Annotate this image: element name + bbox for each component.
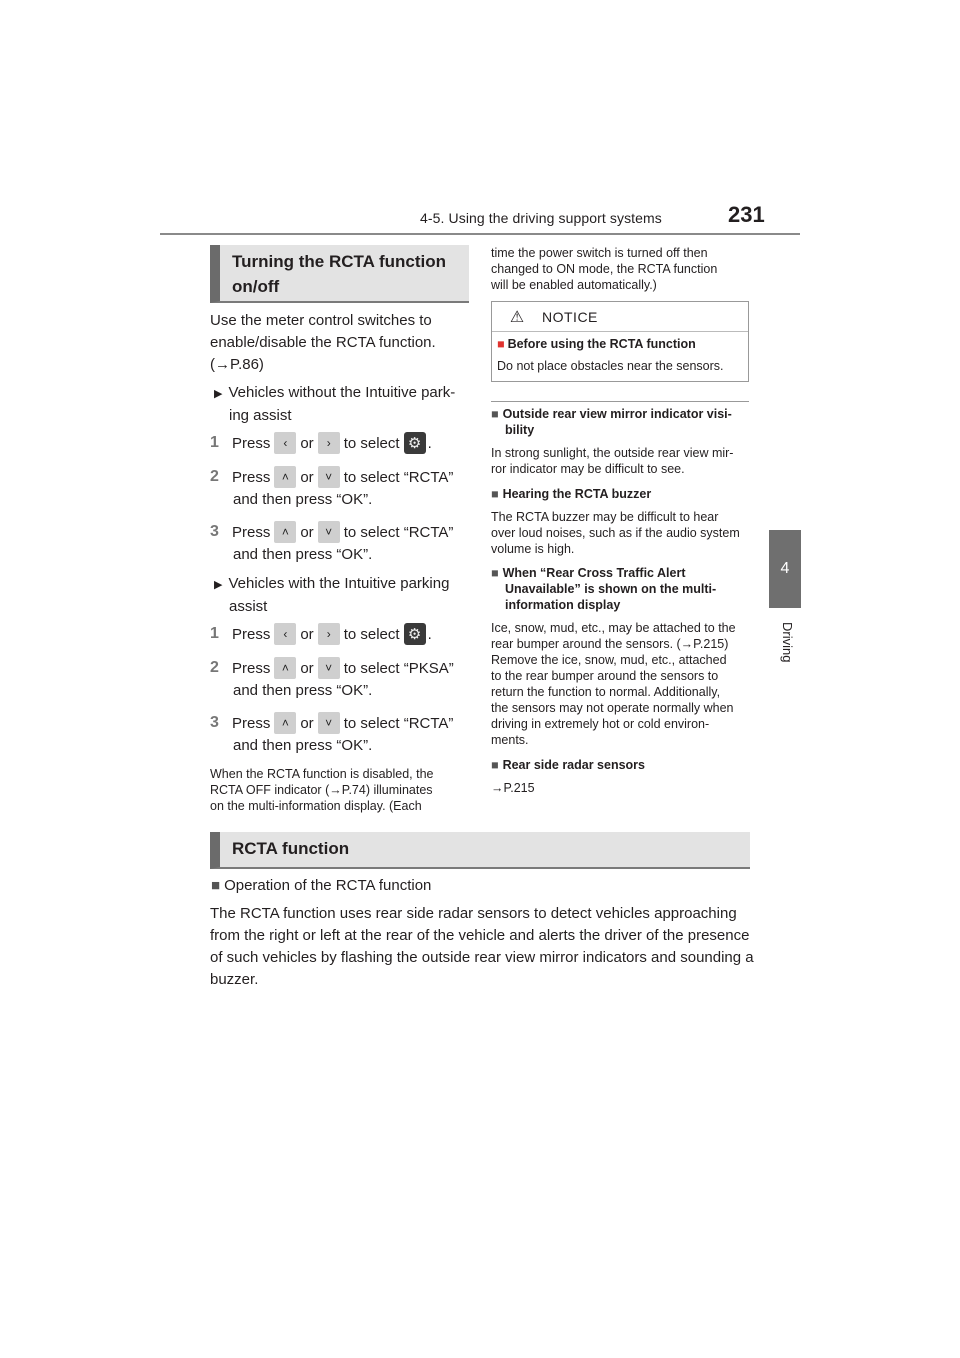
triangle-bullet-icon: ▶ [214, 579, 223, 591]
section-mirror-body [491, 445, 733, 477]
intro-link[interactable]: (→P.86) [210, 356, 264, 373]
note-continuation [491, 245, 717, 293]
note-line: on the multi-information display. (Each [210, 799, 422, 813]
page-number: 231 [728, 202, 765, 227]
down-arrow-icon: ˅ [318, 521, 340, 543]
step-text: Press [232, 434, 271, 452]
chapter-number: 4 [780, 560, 790, 577]
section-mirror-visibility [491, 406, 732, 438]
notice-box [491, 301, 749, 382]
group-with-ipa [214, 573, 449, 618]
group-label: Vehicles with the Intuitive parking [228, 575, 450, 592]
step-text: to select “PKSA” [343, 659, 454, 677]
section-unavailable [491, 565, 716, 613]
step-number: 3 [210, 714, 219, 731]
step-text: to select “RCTA” [343, 523, 454, 541]
up-arrow-icon: ˄ [274, 657, 296, 679]
step-text: Press [232, 625, 271, 643]
header-rule [160, 233, 800, 235]
group-label-cont: assist [229, 598, 268, 615]
step-text: or [300, 659, 314, 677]
intro-line: Use the meter control switches to [210, 312, 432, 329]
gear-icon: ⚙ [404, 432, 426, 454]
note-line: will be enabled automatically.) [491, 278, 657, 292]
step-text: Press [232, 468, 271, 486]
step-number: 2 [210, 468, 219, 485]
operation-paragraph [210, 903, 754, 991]
section-title-text: When “Rear Cross Traffic Alert [502, 566, 686, 580]
heading-line-1: Turning the RCTA function [232, 252, 447, 271]
heading-rcta-function: RCTA function [210, 832, 750, 869]
section-title-text: Hearing the RCTA buzzer [502, 487, 652, 501]
body-line: In strong sunlight, the outside rear view mir- [491, 446, 734, 460]
group-label-cont: ing assist [229, 407, 292, 424]
section-title-text: information display [505, 598, 621, 612]
note-line: RCTA OFF indicator (→P.74) illuminates [210, 783, 433, 797]
step-3b [210, 712, 453, 734]
step-1a [210, 432, 432, 454]
body-line: Ice, snow, mud, etc., may be attached to the [491, 621, 736, 635]
notice-subheading-text: Before using the RCTA function [507, 337, 696, 351]
step-3a [210, 521, 453, 543]
section-title: 4-5. Using the driving support systems [420, 210, 662, 226]
step-text: or [300, 625, 314, 643]
triangle-bullet-icon: ▶ [214, 388, 223, 400]
step-3a-cont: and then press “OK”. [233, 546, 373, 563]
warning-icon: ⚠ [509, 308, 525, 326]
paragraph-line: buzzer. [210, 971, 259, 988]
step-text: to select “RCTA” [343, 714, 454, 732]
note-line: time the power switch is turned off then [491, 246, 708, 260]
chapter-tab[interactable] [769, 530, 801, 608]
square-bullet-icon: ■ [491, 487, 499, 501]
section-buzzer [491, 486, 651, 502]
divider [491, 401, 749, 402]
body-line: rear bumper around the sensors. (→P.215) [491, 637, 729, 651]
step-text: . [427, 625, 432, 643]
gear-icon: ⚙ [404, 623, 426, 645]
step-2a [210, 466, 453, 488]
right-arrow-icon: › [318, 623, 340, 645]
step-2b-cont: and then press “OK”. [233, 682, 373, 699]
section-title-text: bility [505, 423, 535, 437]
section-unavailable-body [491, 620, 736, 748]
up-arrow-icon: ˄ [274, 521, 296, 543]
section-title-text: Outside rear view mirror indicator visi- [502, 407, 732, 421]
step-text: Press [232, 714, 271, 732]
step-text: or [300, 714, 314, 732]
intro-line: enable/disable the RCTA function. [210, 334, 436, 351]
notice-header [492, 302, 748, 332]
section-title-text: Rear side radar sensors [502, 758, 646, 772]
note-line: changed to ON mode, the RCTA function [491, 262, 718, 276]
body-line: volume is high. [491, 542, 575, 556]
step-number: 1 [210, 434, 219, 451]
left-arrow-icon: ‹ [274, 432, 296, 454]
group-without-ipa [214, 382, 455, 427]
body-line: ments. [491, 733, 529, 747]
step-3b-cont: and then press “OK”. [233, 737, 373, 754]
square-bullet-icon: ■ [497, 337, 505, 351]
paragraph-line: of such vehicles by flashing the outside rear view mirror indicators and sounding a [210, 949, 754, 966]
subheading-text: Operation of the RCTA function [224, 877, 432, 894]
notice-title: NOTICE [542, 308, 598, 325]
square-bullet-icon: ■ [491, 566, 499, 580]
body-line: ror indicator may be difficult to see. [491, 462, 685, 476]
down-arrow-icon: ˅ [318, 657, 340, 679]
step-text: to select [343, 625, 400, 643]
up-arrow-icon: ˄ [274, 466, 296, 488]
body-line: over loud noises, such as if the audio system [491, 526, 740, 540]
paragraph-line: The RCTA function uses rear side radar sensors to detect vehicles approaching [210, 905, 737, 922]
step-2a-cont: and then press “OK”. [233, 491, 373, 508]
body-line: The RCTA buzzer may be difficult to hear [491, 510, 719, 524]
step-text: or [300, 523, 314, 541]
notice-body: Do not place obstacles near the sensors. [497, 359, 724, 373]
square-bullet-icon: ■ [491, 758, 499, 772]
step-1b [210, 623, 432, 645]
group-label: Vehicles without the Intuitive park- [228, 384, 456, 401]
square-bullet-icon: ■ [491, 407, 499, 421]
section-title-text: Unavailable” is shown on the multi- [505, 582, 717, 596]
notice-subheading [497, 337, 696, 351]
body-line: the sensors may not operate normally when [491, 701, 734, 715]
section-radar-sensors [491, 757, 645, 773]
body-line: to the rear bumper around the sensors to [491, 669, 719, 683]
operation-subheading [211, 875, 431, 897]
step-text: or [300, 468, 314, 486]
step-text: to select [343, 434, 400, 452]
rcta-disabled-note [210, 766, 434, 814]
step-number: 2 [210, 659, 219, 676]
section-buzzer-body [491, 509, 740, 557]
right-arrow-icon: › [318, 432, 340, 454]
step-number: 3 [210, 523, 219, 540]
body-line: return the function to normal. Additionally, [491, 685, 721, 699]
up-arrow-icon: ˄ [274, 712, 296, 734]
body-line: Remove the ice, snow, mud, etc., attached [491, 653, 727, 667]
step-text: or [300, 434, 314, 452]
radar-sensors-link[interactable]: →P.215 [491, 781, 535, 795]
step-text: Press [232, 523, 271, 541]
step-text: Press [232, 659, 271, 677]
down-arrow-icon: ˅ [318, 466, 340, 488]
square-bullet-icon: ■ [211, 877, 221, 894]
intro-paragraph [210, 310, 436, 376]
heading-turning-rcta [210, 245, 469, 303]
left-arrow-icon: ‹ [274, 623, 296, 645]
paragraph-line: from the right or left at the rear of the vehicle and alerts the driver of the presence [210, 927, 750, 944]
step-text: . [427, 434, 432, 452]
step-text: to select “RCTA” [343, 468, 454, 486]
chapter-label: Driving [780, 622, 795, 663]
note-line: When the RCTA function is disabled, the [210, 767, 434, 781]
down-arrow-icon: ˅ [318, 712, 340, 734]
step-2b [210, 657, 454, 679]
body-line: driving in extremely hot or cold environ- [491, 717, 710, 731]
heading-line-2: on/off [232, 277, 280, 296]
step-number: 1 [210, 625, 219, 642]
